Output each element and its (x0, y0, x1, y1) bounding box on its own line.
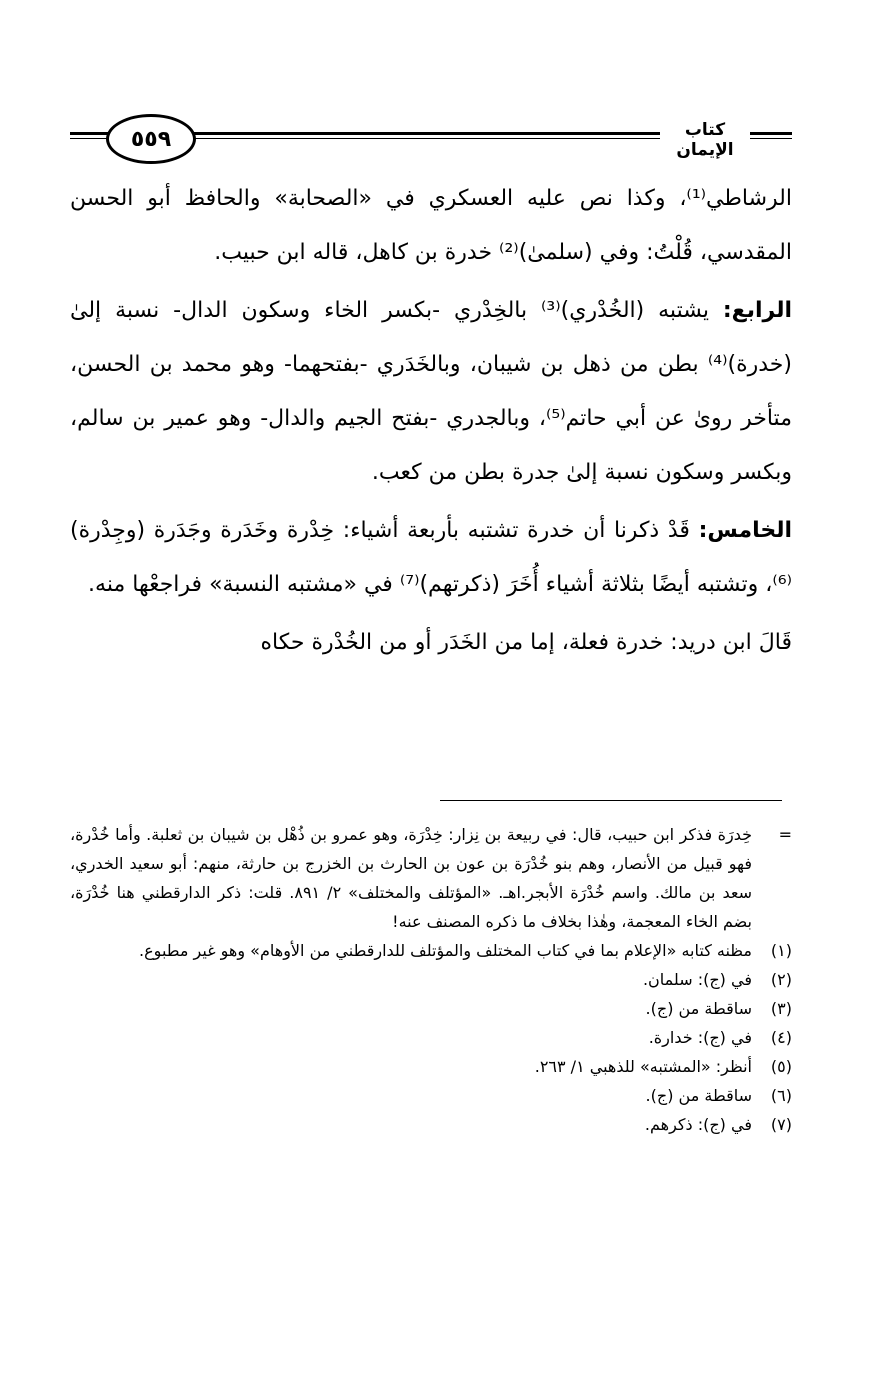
paragraph: قَالَ ابن دريد: خدرة فعلة، إما من الخَدَر أو من الخُدْرة حكاه (260, 630, 792, 655)
page-header (70, 112, 792, 162)
header-rule (750, 132, 792, 135)
footnote-separator (440, 800, 782, 801)
footnote-number: (٣) (770, 999, 792, 1018)
footnote-text: مظنه كتابه «الإعلام بما في كتاب المختلف والمؤتلف للدارقطني من الأوهام» وهو غير مطبوع. (139, 941, 752, 960)
paragraph-text: يشتبه (الخُدْري)⁽³⁾ بالخِدْري -بكسر الخاء وسكون الدال- نسبة إلىٰ (خدرة)⁽⁴⁾ بطن من ذهل بن شيبان، وبالخَدَري -بفتحهما- وهو محمد بن الحسن، متأخر روىٰ عن أبي حاتم⁽⁵⁾، وبالجدري -بفتح الجيم والدال- وهو عمير بن سالم، وبكسر وسكون نسبة إلىٰ جدرة بطن من كعب. (70, 298, 792, 485)
main-text (70, 172, 792, 674)
footnote-text: خِدرَة فذكر ابن حبيب، قال: في ربيعة بن نِزار: خِدْرَة، وهو عمرو بن ذُهْل بن شيبان بن ثعلبة. وأما خُدْرة، فهو قبيل من الأنصار، وهم بنو خُدْرَة بن عون بن الحارث بن الخزرج بن حارثة، منهم: أبو سعيد الخدري، سعد بن مالك. واسم خُدْرَة الأبجر.اهـ. «المؤتلف والمختلف» ٢/ ٨٩١. قلت: ذكر الدارقطني هنا خُدْرَة، بضم الخاء المعجمة، وهٰذا بخلاف ما ذكره المصنف عنه! (70, 825, 752, 931)
paragraph: الرشاطي⁽¹⁾، وكذا نص عليه العسكري في «الصحابة» والحافظ أبو الحسن المقدسي، قُلْتُ: وفي (سلمىٰ)⁽²⁾ خدرة بن كاهل، قاله ابن حبيب. (70, 186, 792, 265)
continuation-mark: = (778, 825, 792, 844)
paragraph (70, 504, 792, 612)
footnote-text: في (ج): ذكرهم. (644, 1115, 752, 1134)
footnote (70, 1081, 792, 1110)
paragraph (70, 284, 792, 500)
paragraph-lead: الخامس: (698, 518, 792, 543)
page-number: ٥٥٩ (106, 114, 196, 164)
paragraph-lead: الرابع: (722, 298, 792, 323)
footnote-number: (١) (770, 941, 792, 960)
footnote (70, 965, 792, 994)
footnote-text: في (ج): سلمان. (642, 970, 752, 989)
paragraph-text: قَدْ ذكرنا أن خدرة تشتبه بأربعة أشياء: خِدْرة وخَدَرة وجَدَرة (وجِدْرة)⁽⁶⁾، وتشتبه أيضًا بثلاثة أشياء أُخَرَ (ذكرتهم)⁽⁷⁾ في «مشتبه النسبة» فراجعْها منه. (70, 518, 792, 597)
footnote-text: ساقطة من (ج). (645, 999, 752, 1018)
footnote (70, 1110, 792, 1139)
footnote-number: (٤) (770, 1028, 792, 1047)
footnote-number: (٦) (770, 1086, 792, 1105)
footnote (70, 1052, 792, 1081)
footnote (70, 994, 792, 1023)
header-rule (180, 132, 660, 135)
footnote-text: في (ج): خدارة. (648, 1028, 752, 1047)
footnote-number: (٢) (770, 970, 792, 989)
header-rule (180, 138, 660, 139)
header-rule (750, 138, 792, 139)
footnote-text: أنظر: «المشتبه» للذهبي ١/ ٢٦٣. (534, 1057, 752, 1076)
footnotes (70, 820, 792, 1139)
running-title: كتاب الإيمان (660, 120, 750, 160)
footnote (70, 1023, 792, 1052)
footnote-number: (٥) (770, 1057, 792, 1076)
footnote-continuation (70, 820, 792, 936)
footnote-text: ساقطة من (ج). (645, 1086, 752, 1105)
footnote (70, 936, 792, 965)
footnote-number: (٧) (770, 1115, 792, 1134)
